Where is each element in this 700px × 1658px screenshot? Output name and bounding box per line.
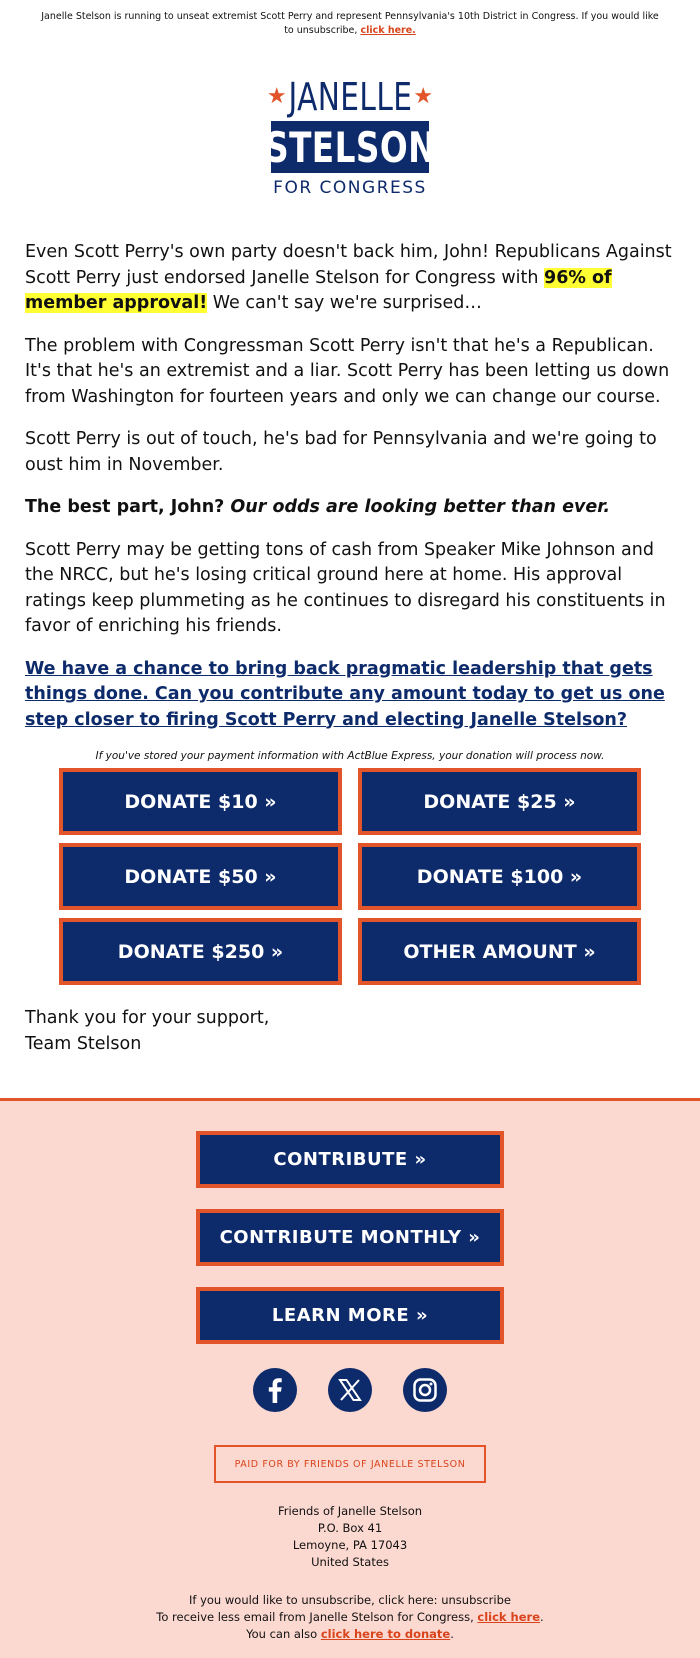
paragraph-4: The best part, John? Our odds are looking better than ever. <box>25 497 611 517</box>
donate-25-button[interactable]: DONATE $25 » <box>358 768 641 835</box>
cta-paragraph <box>25 657 675 734</box>
donate-line: You can also click here to donate. <box>246 1627 454 1641</box>
logo-first-name: JANELLE <box>288 75 412 119</box>
learn-more-button[interactable]: LEARN MORE » <box>196 1287 504 1344</box>
preheader <box>0 0 700 50</box>
paragraph-2: The problem with Congressman Scott Perry isn't that he's a Republican. It's that he's an extremist and a liar. Scott Perry has been letting us down from Washington for fourteen years and only we can change our course. <box>25 335 670 407</box>
logo-tagline: FOR CONGRESS <box>273 178 427 198</box>
logo-last-name-box <box>264 121 436 173</box>
contribute-button[interactable]: CONTRIBUTE » <box>196 1131 504 1188</box>
less-email-link[interactable]: click here <box>477 1610 541 1624</box>
address-line: United States <box>311 1555 389 1569</box>
x-icon[interactable] <box>328 1368 372 1412</box>
donate-button-grid <box>59 768 641 985</box>
less-email-line: To receive less email from Janelle Stelson for Congress, click here. <box>156 1610 544 1624</box>
preheader-text: Janelle Stelson is running to unseat extremist Scott Perry and represent Pennsylvania's 10th District in Congress. If you would like to unsubscribe, <box>41 11 659 36</box>
footer <box>0 1098 700 1658</box>
address-line: Friends of Janelle Stelson <box>277 1504 423 1518</box>
footer-donate-link[interactable]: click here to donate <box>320 1627 451 1641</box>
instagram-icon[interactable] <box>403 1368 447 1412</box>
address-line: Lemoyne, PA 17043 <box>292 1538 408 1552</box>
donate-10-button[interactable]: DONATE $10 » <box>59 768 342 835</box>
donate-100-button[interactable]: DONATE $100 » <box>358 843 641 910</box>
paragraph-3: Scott Perry is out of touch, he's bad for Pennsylvania and we're going to oust him in November. <box>25 429 657 475</box>
paid-for-disclaimer: PAID FOR BY FRIENDS OF JANELLE STELSON <box>214 1445 486 1483</box>
contribute-cta-link[interactable]: We have a chance to bring back pragmatic leadership that gets things done. Can you contribute any amount today to get us one step closer to firing Scott Perry and electing Janelle Stelson? <box>25 658 665 730</box>
email-body <box>0 240 700 733</box>
logo-last-name: STELSON <box>264 122 436 172</box>
actblue-express-note: If you've stored your payment information with ActBlue Express, your donation will process now. <box>95 750 605 762</box>
social-links <box>0 1368 700 1412</box>
signoff-line: Thank you for your support, <box>25 1008 270 1028</box>
paragraph-1: Even Scott Perry's own party doesn't back him, John! Republicans Against Scott Perry just endorsed Janelle Stelson for Congress with 96% of member approval! We can't say we're surprised… <box>25 242 672 313</box>
facebook-icon[interactable] <box>253 1368 297 1412</box>
donate-50-button[interactable]: DONATE $50 » <box>59 843 342 910</box>
unsubscribe-line: If you would like to unsubscribe, click here: unsubscribe <box>189 1593 511 1607</box>
donate-250-button[interactable]: DONATE $250 » <box>59 918 342 985</box>
highlighted-approval: 96% of member approval! <box>25 267 612 313</box>
star-icon: ★ <box>266 84 287 109</box>
contribute-monthly-button[interactable]: CONTRIBUTE MONTHLY » <box>196 1209 504 1266</box>
mailing-address <box>0 1503 700 1571</box>
donate-other-amount-button[interactable]: OTHER AMOUNT » <box>358 918 641 985</box>
address-line: P.O. Box 41 <box>317 1521 383 1535</box>
unsubscribe-section <box>0 1592 700 1643</box>
preheader-unsubscribe-link[interactable]: click here. <box>360 25 416 36</box>
signoff-signature: Team Stelson <box>25 1033 142 1054</box>
paragraph-5: Scott Perry may be getting tons of cash from Speaker Mike Johnson and the NRCC, but he's losing critical ground here at home. His approval ratings keep plummeting as he continues to disregard his constituents in favor of enriching his friends. <box>25 539 666 636</box>
star-icon: ★ <box>413 84 434 109</box>
campaign-logo <box>0 50 700 240</box>
